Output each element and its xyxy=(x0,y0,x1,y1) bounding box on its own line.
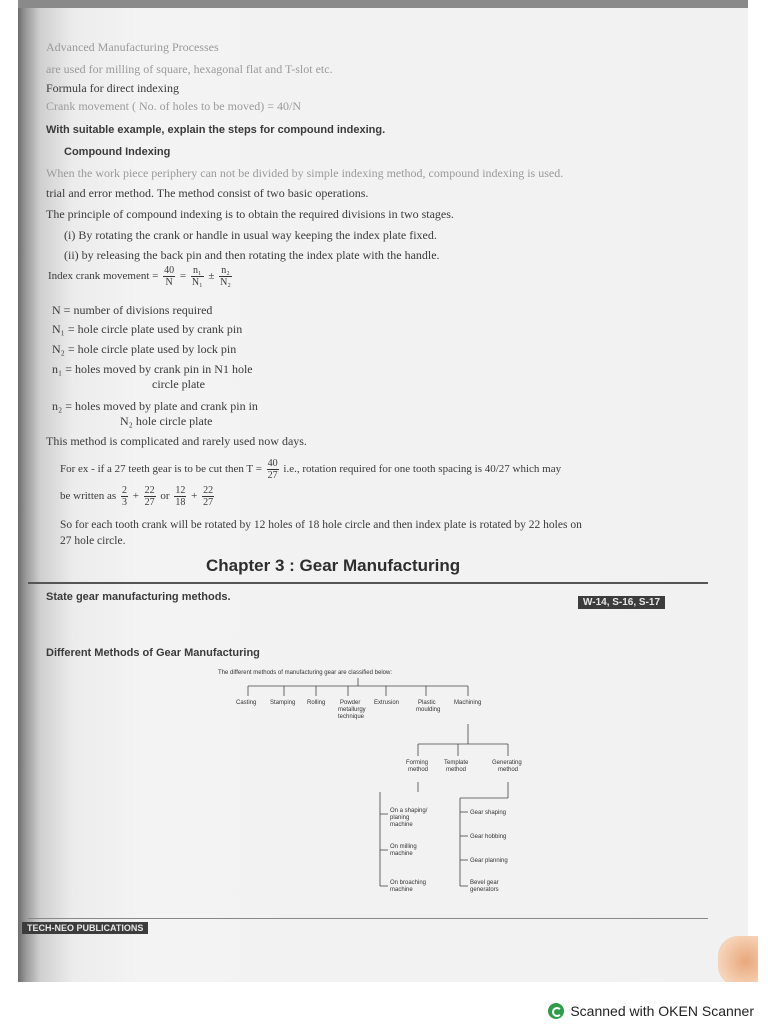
method-label: Extrusion xyxy=(374,700,400,706)
method-label: Plastic xyxy=(418,700,436,706)
running-title: Advanced Manufacturing Processes xyxy=(46,40,219,54)
gear-methods-diagram xyxy=(208,664,538,914)
definition-line: N₂ = hole circle plate used by lock pin xyxy=(52,342,237,356)
machining-label: method xyxy=(498,767,519,773)
machining-label: Generating xyxy=(492,760,522,766)
definition-line: n₂ = holes moved by plate and crank pin in xyxy=(52,399,258,413)
forming-label: On milling xyxy=(390,844,417,850)
text-line: This method is complicated and rarely used now days. xyxy=(46,434,307,448)
diagram-title: The different methods of manufacturing gear are classified below: xyxy=(218,670,392,676)
thumb-edge xyxy=(718,936,758,986)
method-label: technique xyxy=(338,714,365,720)
forming-label: machine xyxy=(390,887,413,893)
page-top-edge xyxy=(18,0,748,8)
publisher-badge: TECH-NEO PUBLICATIONS xyxy=(22,922,148,934)
forming-label: On a shaping/ xyxy=(390,808,428,814)
question-line: With suitable example, explain the steps for compound indexing. xyxy=(46,124,386,136)
text-line: (ii) by releasing the back pin and then rotating the index plate with the handle. xyxy=(64,248,440,262)
formula-line: Index crank movement = $\frac{40}{N}$ = $\frac{\text{n₁}}{\text{N₁}}$ ± $\frac{\text{n₂}}{\text{N₂}}$ xyxy=(48,265,231,288)
machining-label: method xyxy=(446,767,467,773)
scanned-page xyxy=(18,0,748,982)
diagram-connectors xyxy=(248,678,508,886)
example-line: be written as $\frac{2}{3}$ + $\frac{22}{27}$ or $\frac{12}{18}$ + $\frac{22}{27}$ xyxy=(60,485,214,508)
generating-label: generators xyxy=(470,887,499,893)
forming-label: machine xyxy=(390,851,413,857)
formula-label: Index crank movement = xyxy=(48,270,159,283)
forming-label: On broaching xyxy=(390,880,427,886)
definition-line-cont: circle plate xyxy=(152,377,205,391)
text-line: The principle of compound indexing is to obtain the required divisions in two stages. xyxy=(46,207,454,221)
fraction-n2-over-N2: $\frac{\text{n₂}}{\text{N₂}}$ xyxy=(220,265,231,288)
text-line: When the work piece periphery can not be divided by simple indexing method, compound indexing is used. xyxy=(46,166,564,180)
method-label: Powder xyxy=(340,700,361,706)
scanner-logo-icon xyxy=(548,1003,564,1019)
method-label: Rolling xyxy=(307,700,326,706)
text-line: (i) By rotating the crank or handle in usual way keeping the index plate fixed. xyxy=(64,228,437,242)
chapter-rule xyxy=(28,582,708,584)
fraction-n1-over-N1: $\frac{\text{n₁}}{\text{N₁}}$ xyxy=(191,265,203,288)
footer-rule xyxy=(28,918,708,919)
example-line: 27 hole circle. xyxy=(60,535,126,547)
generating-label: Bevel gear xyxy=(470,880,499,886)
generating-label: Gear hobbing xyxy=(470,834,507,840)
example-line: For ex - if a 27 teeth gear is to be cut then T = $\frac{40}{27}$ i.e., rotation required for one tooth spacing is 40/27 which may xyxy=(60,458,562,481)
method-label: Stamping xyxy=(270,700,296,706)
section-heading: Different Methods of Gear Manufacturing xyxy=(46,647,260,659)
machining-label: Template xyxy=(444,760,469,766)
forming-label: machine xyxy=(390,822,413,828)
section-heading: Compound Indexing xyxy=(64,146,171,158)
generating-label: Gear planning xyxy=(470,858,508,864)
generating-label: Gear shaping xyxy=(470,810,507,816)
text-line: Formula for direct indexing xyxy=(46,81,179,95)
method-label: moulding xyxy=(416,707,441,713)
scanner-text: Scanned with OKEN Scanner xyxy=(570,1003,754,1019)
scanner-watermark xyxy=(548,1003,754,1019)
machining-label: method xyxy=(408,767,429,773)
method-label: Machining xyxy=(454,700,482,706)
chapter-title: Chapter 3 : Gear Manufacturing xyxy=(206,556,461,575)
exam-badge: W-14, S-16, S-17 xyxy=(578,596,665,609)
machining-label: Forming xyxy=(406,760,429,766)
definition-line: N₁ = hole circle plate used by crank pin xyxy=(52,322,243,336)
fraction-40-over-N: $\frac{40}{N}$ xyxy=(164,265,175,288)
definition-line: N = number of divisions required xyxy=(52,303,213,317)
text-line: are used for milling of square, hexagonal flat and T-slot etc. xyxy=(46,62,333,76)
question-line: State gear manufacturing methods. xyxy=(46,591,231,603)
method-label: metallurgy xyxy=(338,707,366,713)
text-line: Crank movement ( No. of holes to be moved) = 40/N xyxy=(46,99,302,113)
text-line: trial and error method. The method consist of two basic operations. xyxy=(46,186,369,200)
definition-line: n₁ = holes moved by crank pin in N1 hole xyxy=(52,362,253,376)
definition-line-cont: N₂ hole circle plate xyxy=(120,414,213,428)
method-label: Casting xyxy=(236,700,257,706)
forming-label: planing xyxy=(390,815,410,821)
example-line: So for each tooth crank will be rotated by 12 holes of 18 hole circle and then index plate is rotated by 22 holes on xyxy=(60,519,582,531)
